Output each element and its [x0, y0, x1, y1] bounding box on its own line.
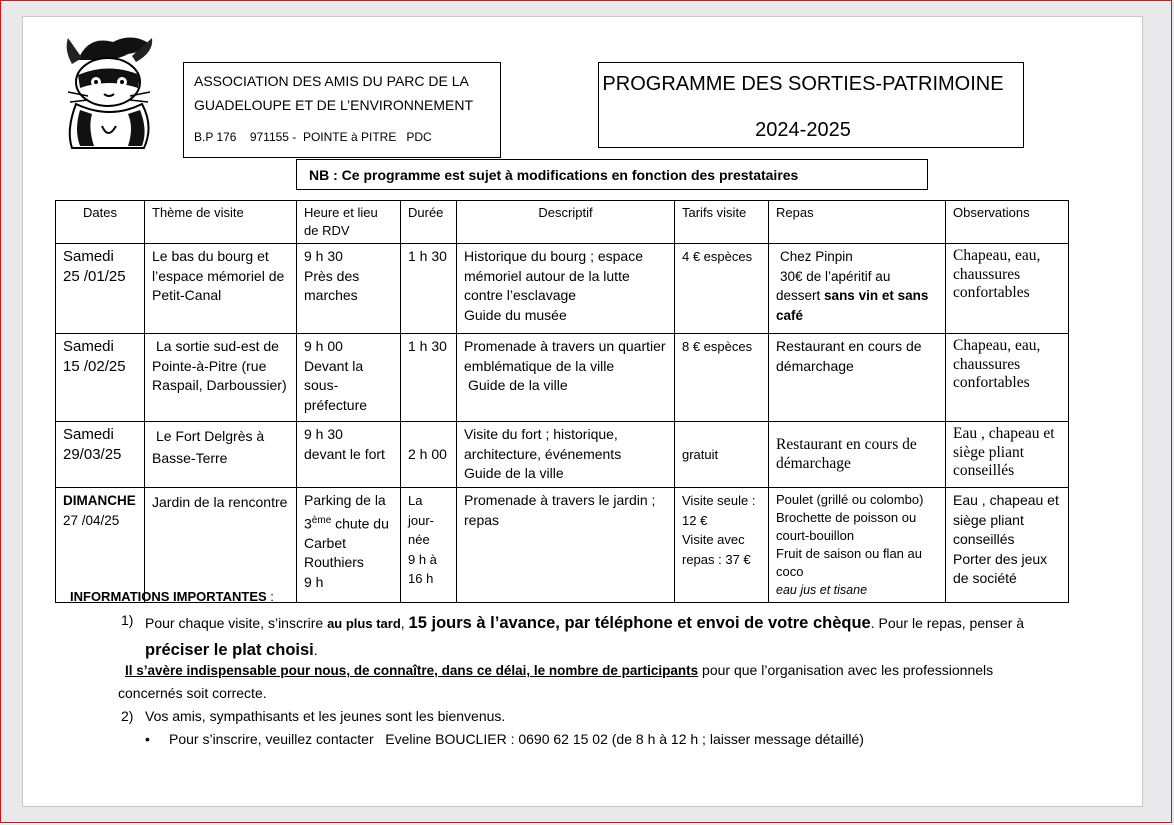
meal-option: Fruit de saison ou flan au coco — [776, 546, 922, 579]
text: , — [400, 615, 409, 631]
row-time-place — [297, 422, 401, 488]
rdv-place: Parking de la 3 — [304, 492, 386, 532]
meal-price: 30€ de l’apéritif au dessert — [776, 268, 891, 303]
rdv-place: Devant la sous-préfecture — [304, 357, 368, 413]
header-price: Tarifs visite — [675, 201, 769, 244]
association-name-line1: ASSOCIATION DES AMIS DU PARC DE LA — [194, 73, 469, 89]
contact-info: Pour s’inscrire, veuillez contacter Eveline BOUCLIER : 0690 62 15 02 (de 8 h à 12 h ; laisser message détaillé) — [169, 731, 864, 747]
meal-option: Brochette de poisson ou court-bouillon — [776, 510, 917, 543]
association-address: B.P 176 971155 - POINTE à PITRE PDC — [194, 130, 432, 144]
observation-text: Eau , chapeau et siège pliant conseillés — [953, 492, 1059, 547]
row-duration: 2 h 00 — [401, 422, 457, 488]
date-value: 15 /02/25 — [63, 358, 126, 375]
info-paragraph — [125, 662, 1174, 678]
date-day: Samedi — [63, 338, 114, 355]
rdv-place: Près des marches — [304, 267, 360, 303]
association-box — [183, 62, 501, 158]
table-row — [56, 488, 1069, 603]
bullet-icon: • — [145, 731, 150, 747]
row-observations: Eau , chapeau et siège pliant conseillés — [946, 422, 1069, 488]
row-observations: Chapeau, eau, chaussures confortables — [946, 334, 1069, 422]
row-time-place — [297, 488, 401, 603]
item-number: 1) — [121, 612, 134, 628]
info-title-colon: : — [266, 589, 274, 604]
row-date — [56, 422, 145, 488]
info-title — [70, 589, 1170, 604]
date-day: DIMANCHE — [63, 493, 136, 508]
notice-rest: pour que l’organisation avec les professionnels — [698, 662, 994, 678]
header-description: Descriptif — [457, 201, 675, 244]
description-text: Historique du bourg ; espace mémoriel autour de la lutte contre l’esclavage — [464, 248, 643, 303]
header-duration: Durée — [401, 201, 457, 244]
info-item-2-number: 2) — [121, 708, 134, 724]
row-date — [56, 488, 145, 603]
text: . Pour le repas, penser à — [870, 615, 1025, 631]
rdv-place: devant le fort — [304, 445, 385, 462]
row-duration — [401, 488, 457, 603]
date-value: 29/03/25 — [63, 446, 122, 463]
rdv-time: 9 h 30 — [304, 248, 343, 264]
rdv-time: 9 h 30 — [304, 426, 343, 442]
info-item-1-text — [145, 610, 1045, 664]
row-meal: Restaurant en cours de démarchage — [769, 422, 946, 488]
row-theme: La sortie sud-est de Pointe-à-Pitre (rue Raspail, Darboussier) — [145, 334, 297, 422]
info-item-2: Vos amis, sympathisants et les jeunes sont les bienvenus. — [145, 708, 506, 724]
description-text: Visite du fort ; historique, architecture, événements — [464, 426, 622, 462]
program-table — [55, 200, 1069, 603]
row-meal — [769, 488, 946, 603]
row-time-place — [297, 334, 401, 422]
rdv-time: 9 h — [304, 573, 324, 590]
row-description — [457, 422, 675, 488]
table-row — [56, 422, 1069, 488]
program-year: 2024-2025 — [755, 119, 851, 141]
row-price: gratuit — [675, 422, 769, 488]
row-description — [457, 334, 675, 422]
date-day: Samedi — [63, 248, 114, 265]
table-row — [56, 334, 1069, 422]
duration-text: La jour-née — [408, 493, 435, 547]
header-time-place: Heure et lieu de RDV — [297, 201, 401, 244]
description-text: Promenade à travers un quartier emblématique de la ville — [464, 338, 666, 374]
program-title: PROGRAMME DES SORTIES-PATRIMOINE — [602, 73, 1004, 95]
info-title-text: INFORMATIONS IMPORTANTES — [70, 589, 267, 604]
table-header-row — [56, 201, 1069, 244]
description-guide: Guide de la ville — [464, 465, 564, 481]
text-bold: au plus tard — [327, 616, 401, 631]
rdv-time: 9 h 00 — [304, 338, 343, 354]
rdv-place-rest: chute du Carbet Routhiers — [304, 515, 389, 571]
observation-games: Porter des jeux de société — [953, 550, 1048, 586]
header-observations: Observations — [946, 201, 1069, 244]
price-visit-meal: Visite avec repas : 37 € — [682, 532, 751, 567]
text: . — [313, 642, 318, 658]
row-observations: Chapeau, eau, chaussures confortables — [946, 244, 1069, 334]
row-observations — [946, 488, 1069, 603]
row-price: 8 € espèces — [675, 334, 769, 422]
row-date — [56, 334, 145, 422]
date-value: 25 /01/25 — [63, 268, 126, 285]
row-duration: 1 h 30 — [401, 334, 457, 422]
row-duration: 1 h 30 — [401, 244, 457, 334]
header-theme: Thème de visite — [145, 201, 297, 244]
meal-note: sans vin et sans café — [776, 288, 929, 323]
row-description — [457, 244, 675, 334]
duration-hours: 9 h à 16 h — [408, 551, 437, 586]
row-date — [56, 244, 145, 334]
table-row — [56, 244, 1069, 334]
meal-drinks: eau jus et tisane — [776, 583, 868, 597]
meal-place: Chez Pinpin — [780, 249, 853, 264]
association-name-line2: GUADELOUPE ET DE L’ENVIRONNEMENT — [194, 97, 474, 113]
date-value: 27 /04/25 — [63, 512, 120, 528]
nb-notice: NB : Ce programme est sujet à modifications en fonction des prestataires — [296, 159, 928, 190]
meal-option: Poulet (grillé ou colombo) — [776, 492, 924, 507]
row-price — [675, 488, 769, 603]
header-dates: Dates — [56, 201, 145, 244]
cat-logo-icon — [58, 30, 160, 150]
description-guide: Guide du musée — [464, 306, 567, 323]
info-paragraph-line2: concernés soit correcte. — [118, 685, 267, 701]
text-emphasis: 15 jours à l’avance, par téléphone et envoi de votre chèque — [408, 614, 871, 632]
text: Pour chaque visite, s’inscrire — [145, 615, 328, 631]
row-meal: Restaurant en cours de démarchage — [769, 334, 946, 422]
row-description: Promenade à travers le jardin ; repas — [457, 488, 675, 603]
row-price: 4 € espèces — [675, 244, 769, 334]
row-theme: Jardin de la rencontre — [145, 488, 297, 603]
program-title-box — [598, 62, 1024, 148]
row-time-place — [297, 244, 401, 334]
rdv-place-sup: ème — [311, 514, 332, 526]
important-notice: Il s’avère indispensable pour nous, de connaître, dans ce délai, le nombre de participants — [125, 663, 699, 678]
row-theme: Le Fort Delgrès à Basse-Terre — [145, 422, 297, 488]
price-visit-only: Visite seule : 12 € — [682, 493, 756, 528]
row-meal — [769, 244, 946, 334]
text-emphasis: préciser le plat choisi — [145, 641, 314, 659]
row-theme: Le bas du bourg et l’espace mémoriel de Petit-Canal — [145, 244, 297, 334]
date-day: Samedi — [63, 426, 114, 443]
description-guide: Guide de la ville — [468, 377, 568, 393]
header-meal: Repas — [769, 201, 946, 244]
